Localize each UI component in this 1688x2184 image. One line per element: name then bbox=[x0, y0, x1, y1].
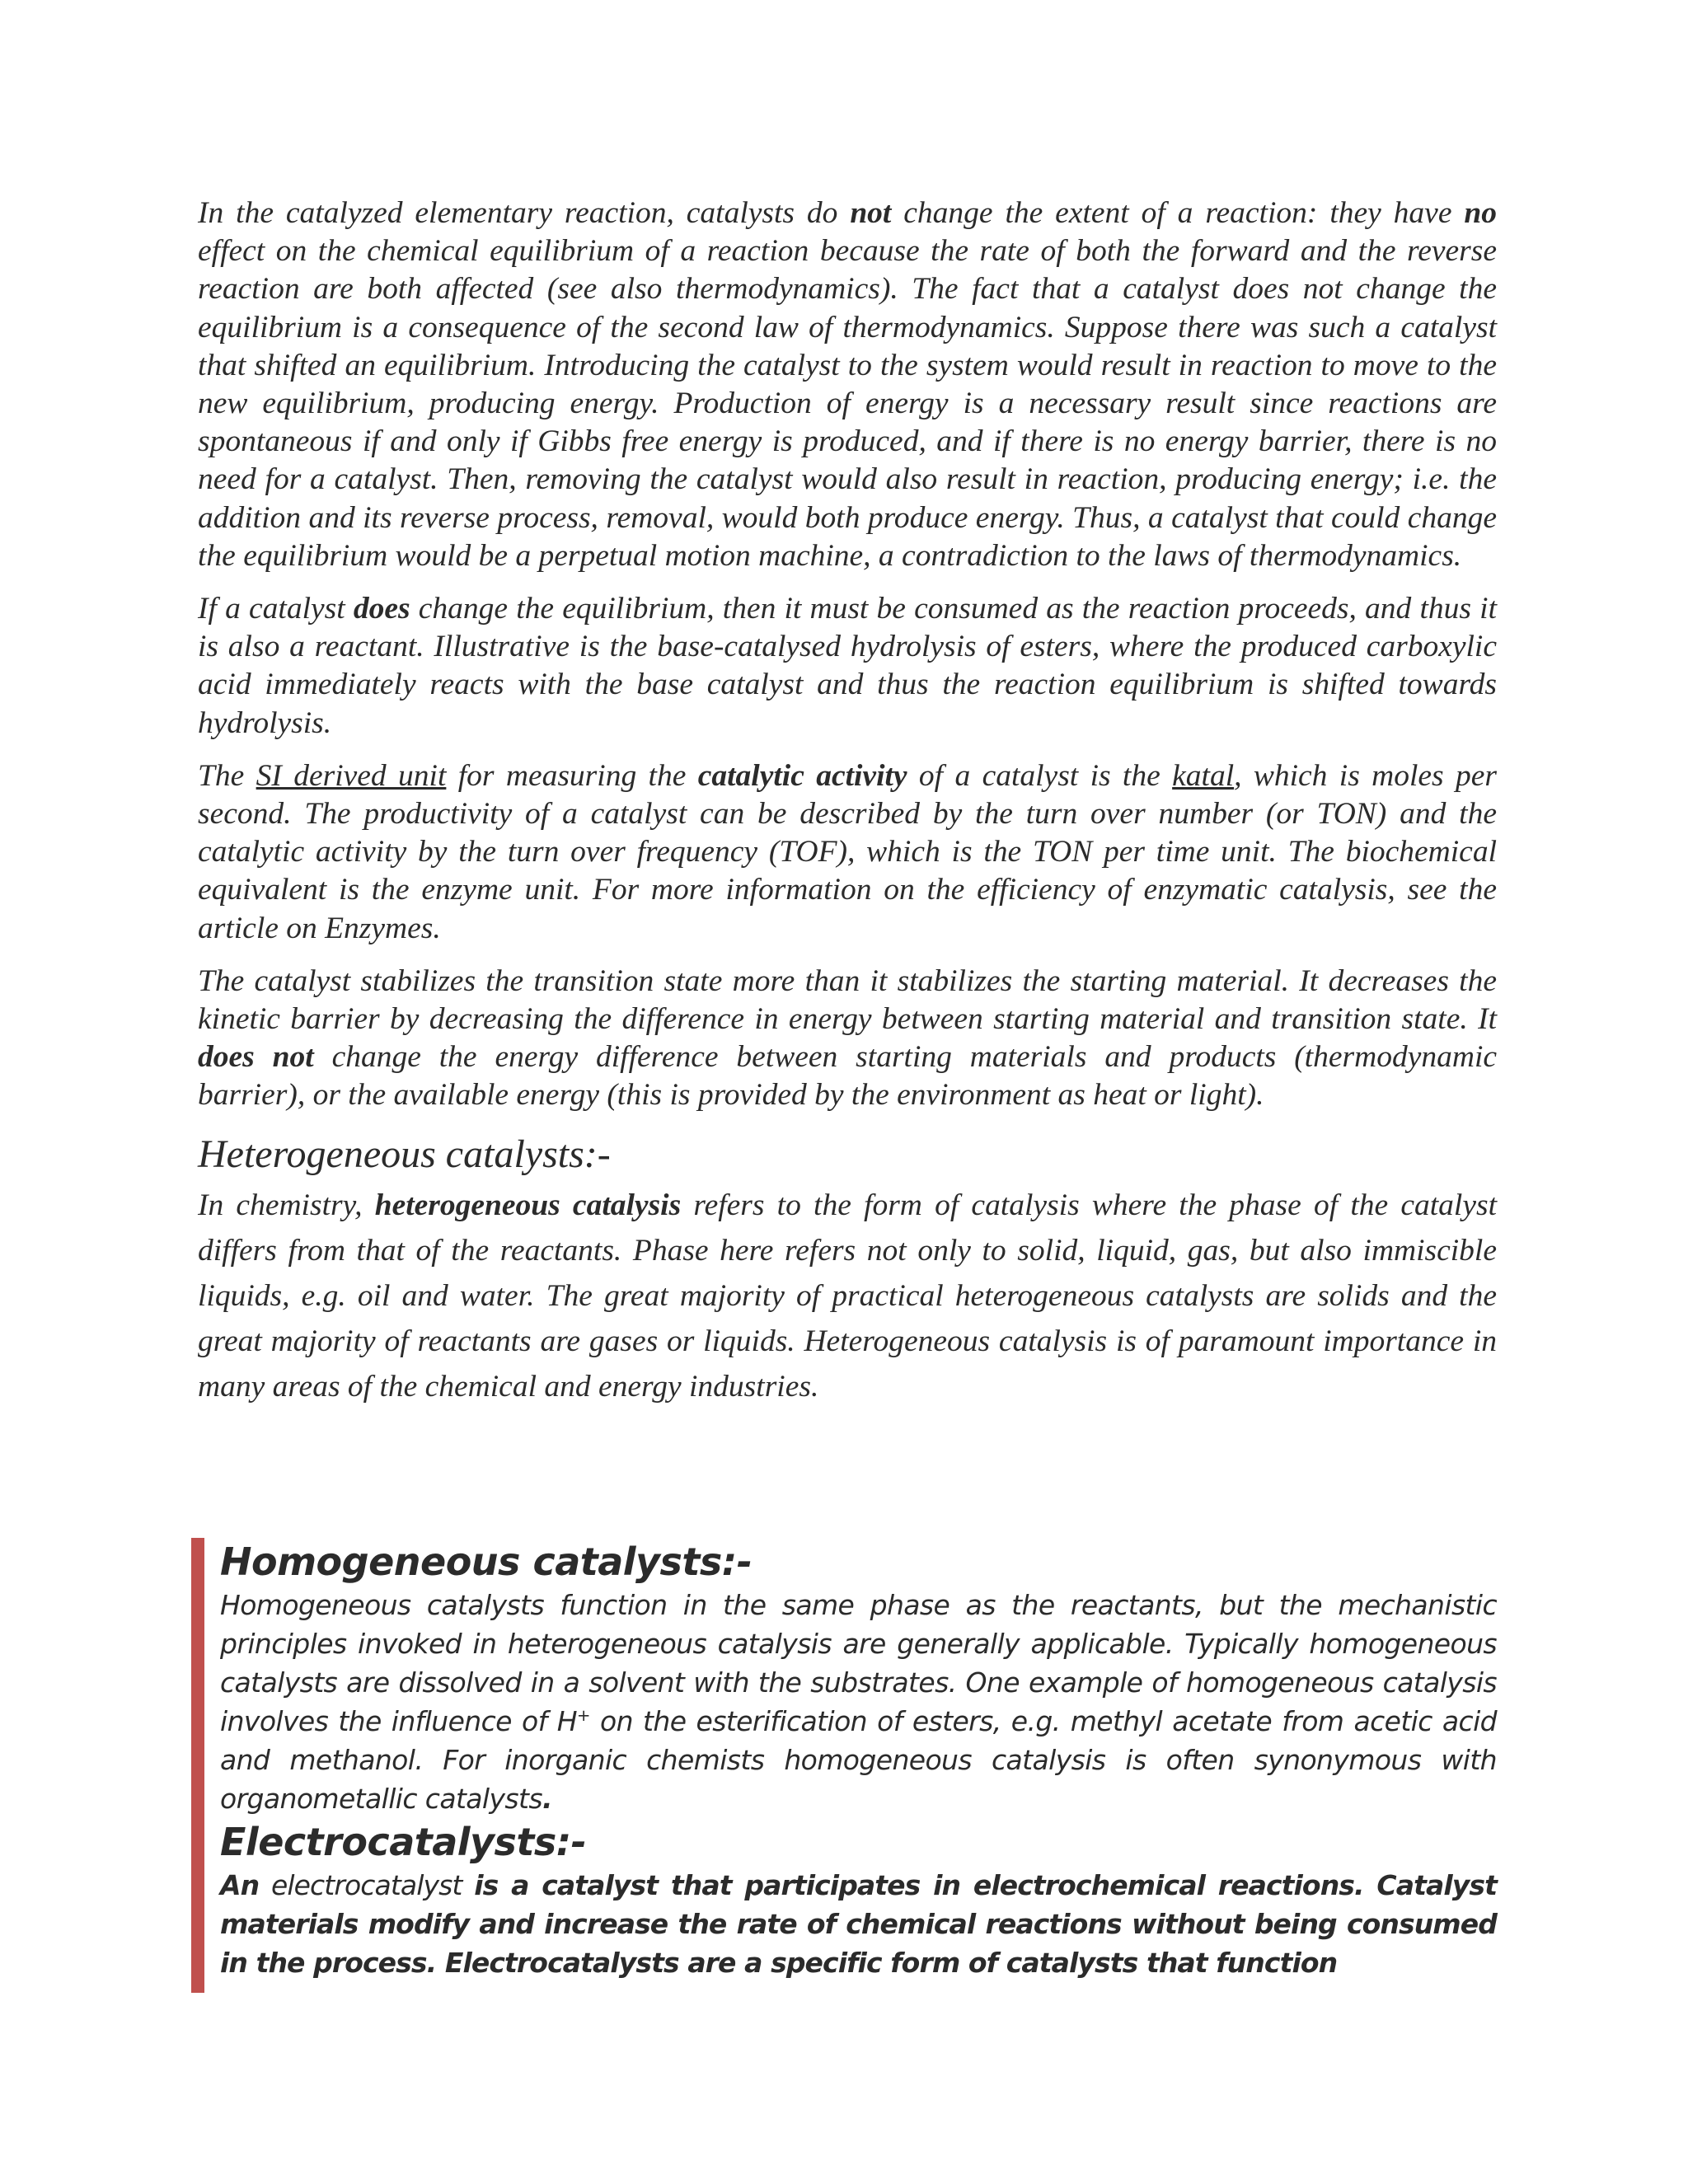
text-run: refers to the form of catalysis where the phase of the catalyst differs from that of the reactants. Phase here refers not only to solid, liquid, gas, but also immiscible liquids, e.g. oil and water. The great majority of practical heterogeneous catalysts are solids and the great majority of reactants are gases or liquids. Heterogeneous catalysis is of paramount importance in many areas of the chemical and energy industries. bbox=[198, 1188, 1498, 1404]
superscript-plus: + bbox=[576, 1706, 590, 1725]
emphasis-catalytic-activity: catalytic activity bbox=[697, 758, 907, 793]
text-run: of a catalyst is the bbox=[907, 758, 1173, 793]
emphasis-no: no bbox=[1464, 196, 1497, 230]
heading-homogeneous: Homogeneous catalysts:- bbox=[220, 1540, 753, 1584]
text-run: The catalyst stabilizes the transition state more than it stabilizes the starting material. It decreases the kinetic barrier by decreasing the difference in energy between starting material and transition state. It bbox=[198, 963, 1497, 1037]
si-derived-unit-link[interactable]: SI derived unit bbox=[256, 758, 447, 793]
document-page bbox=[198, 194, 1497, 1409]
text-run: Homogeneous catalysts function in the same phase as the reactants, but the mechanistic principles invoked in heterogeneous catalysis are generally applicable. Typically homogeneous catalysts are dissolved in a solvent with the substrates. One example of homogeneous catalysis involves the influence of H bbox=[220, 1589, 1497, 1737]
emphasis-heterogeneous-catalysis: heterogeneous catalysis bbox=[374, 1188, 682, 1222]
paragraph-homogeneous bbox=[220, 1586, 1497, 1818]
katal-link[interactable]: katal bbox=[1172, 758, 1235, 793]
paragraph-equilibrium bbox=[198, 194, 1497, 575]
text-run: change the equilibrium, then it must be consumed as the reaction proceeds, and thus it is also a reactant. Illustrative is the base-catalysed hydrolysis of esters, where the produced carboxylic acid immediately reacts with the base catalyst and thus the reaction equilibrium is shifted towards hydrolysis. bbox=[198, 592, 1497, 740]
paragraph-transition-state bbox=[198, 963, 1497, 1115]
callout-content bbox=[220, 1538, 1497, 1982]
text-run: is a catalyst that participates in electrochemical reactions. Catalyst materials modify and increase the rate of chemical reactions without being consumed in the process. Electrocatalysts are a specific form of catalysts that function bbox=[220, 1869, 1497, 1979]
text-run: on the esterification of esters, e.g. methyl acetate from acetic acid and methanol. For inorganic chemists homogeneous catalysis is often synonymous with organometallic catalysts bbox=[220, 1705, 1497, 1815]
text-run: change the extent of a reaction: they have bbox=[891, 196, 1465, 230]
text-run: effect on the chemical equilibrium of a reaction because the rate of both the forward and the reverse reaction are both affected (see also thermodynamics). The fact that a catalyst does not change the equilibrium is a consequence of the second law of thermodynamics. Suppose there was such a catalyst that shifted an equilibrium. Introducing the catalyst to the system would result in reaction to move to the new equilibrium, producing energy. Production of energy is a necessary result since reactions are spontaneous if and only if Gibbs free energy is produced, and if there is no energy barrier, there is no need for a catalyst. Then, removing the catalyst would also result in reaction, producing energy; i.e. the addition and its reverse process, removal, would both produce energy. Thus, a catalyst that could change the equilibrium would be a perpetual motion machine, a contradiction to the laws of thermodynamics. bbox=[198, 234, 1497, 573]
text-run: change the energy difference between starting materials and products (thermodynamic barrier), or the available energy (this is provided by the environment as heat or light). bbox=[198, 1040, 1498, 1113]
accent-bar bbox=[191, 1538, 204, 1993]
paragraph-catalyst-does-change bbox=[198, 590, 1497, 743]
text-run: electrocatalyst bbox=[259, 1869, 475, 1901]
emphasis-does: does bbox=[353, 592, 410, 626]
text-run: An bbox=[220, 1869, 260, 1901]
heading-heterogeneous: Heterogeneous catalysts:- bbox=[198, 1132, 611, 1176]
text-run: In chemistry, bbox=[198, 1188, 375, 1222]
period: . bbox=[542, 1783, 552, 1815]
text-run: If a catalyst bbox=[198, 592, 354, 626]
paragraph-si-unit bbox=[198, 757, 1497, 948]
text-run: In the catalyzed elementary reaction, catalysts do bbox=[198, 196, 851, 230]
callout-block bbox=[191, 1538, 1497, 1993]
emphasis-not: not bbox=[850, 196, 892, 230]
text-run: , which is moles per second. The productivity of a catalyst can be described by the turn over number (or TON) and the catalytic activity by the turn over frequency (TOF), which is the TON per time unit. The biochemical equivalent is the enzyme unit. For more information on the efficiency of enzymatic catalysis, see the article on Enzymes. bbox=[198, 758, 1497, 945]
text-run: for measuring the bbox=[446, 758, 698, 793]
text-run: The bbox=[198, 758, 256, 793]
paragraph-heterogeneous bbox=[198, 1183, 1497, 1409]
paragraph-electrocatalysts bbox=[220, 1866, 1497, 1982]
heading-electrocatalysts: Electrocatalysts:- bbox=[220, 1820, 587, 1864]
emphasis-does-not: does not bbox=[198, 1040, 314, 1075]
